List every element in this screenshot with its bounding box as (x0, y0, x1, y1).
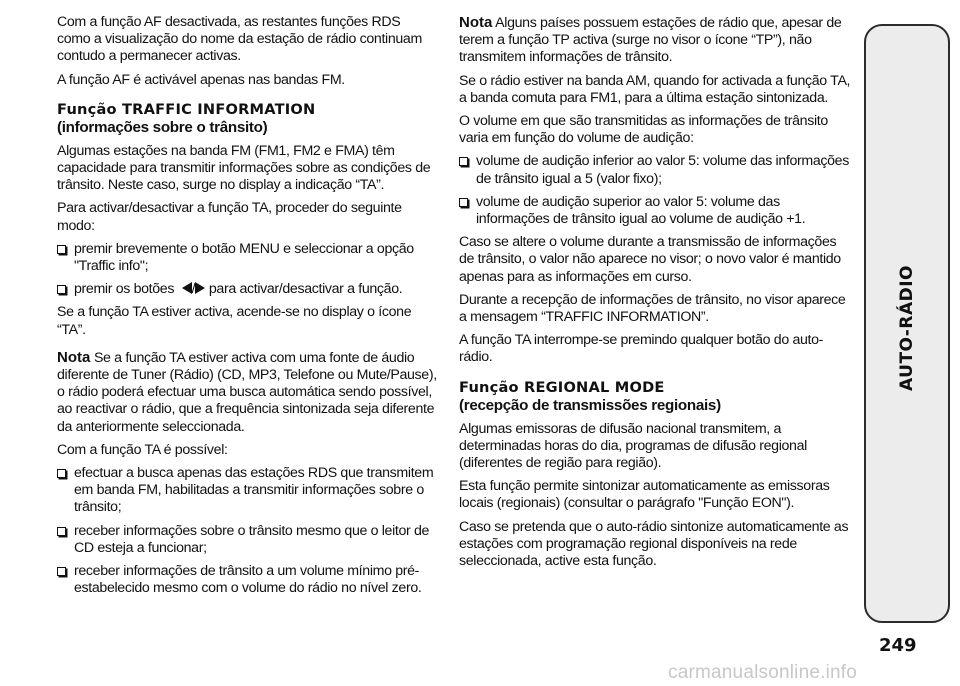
paragraph: A função AF é activável apenas nas bandas FM. (57, 71, 345, 88)
watermark: carmanualsonline.info (668, 662, 858, 683)
triangle-right-icon (195, 282, 205, 294)
heading-subtitle: (recepção de transmissões regionais) (459, 396, 721, 414)
checkbox-square-icon (459, 198, 468, 207)
page-number: 249 (879, 635, 917, 656)
note-text: Alguns países possuem estações de rádio que, apesar de terem a função TP activa (surge no visor o ícone “TP”), não transmitem informações de trânsito. (459, 15, 842, 66)
note (459, 14, 851, 67)
list-item-text: efectuar a busca apenas das estações RDS que transmitem em banda FM, habilitadas a transmitir informações sobre o trânsito; (74, 465, 434, 516)
heading-title: Função TRAFFIC INFORMATION (57, 100, 316, 118)
paragraph: Caso se altere o volume durante a transmissão de informações de trânsito, o valor não aparece no visor; o novo valor é mantido apenas para as informações em curso. (459, 234, 841, 285)
note-text: Se a função TA estiver activa com uma fonte de áudio diferente de Tuner (Rádio) (CD, MP3, Telefone ou Mute/Pause), o rádio poderá efectuar uma busca automática sendo possível, ao reactivar o rádio, que a frequência sintonizada seja diferente da anteriormente seleccionada. (57, 349, 437, 435)
note-label: Nota (57, 348, 91, 366)
paragraph: Algumas emissoras de difusão nacional transmitem, a determinadas horas do dia, programas de difusão regional (diferentes de região para região). (459, 420, 807, 472)
heading-subtitle: (informações sobre o trânsito) (57, 118, 268, 136)
section-heading-traffic-information (57, 101, 437, 137)
list-item-text: receber informações sobre o trânsito mesmo que o leitor de CD esteja a funcionar; (74, 522, 430, 556)
paragraph: A função TA interrompe-se premindo qualquer botão do auto-rádio. (459, 332, 824, 366)
list-item (459, 194, 851, 228)
paragraph: Se o rádio estiver na banda AM, quando for activada a função TA, a banda comuta para FM1, para a última estação sintonizada. (459, 72, 851, 106)
paragraph: Com a função AF desactivada, as restantes funções RDS como a visualização do nome da estação de rádio continuam contudo a permanecer activas. (57, 14, 422, 65)
note-label: Nota (459, 14, 493, 31)
checkbox-square-icon (57, 469, 66, 478)
side-tab-label: AUTO-RÁDIO (897, 265, 917, 391)
paragraph: Com a função TA é possível: (57, 441, 228, 458)
paragraph: O volume em que são transmitidas as informações de trânsito varia em função do volume de audição: (459, 113, 828, 147)
heading-title: Função REGIONAL MODE (459, 378, 665, 396)
note (57, 349, 437, 436)
paragraph: Para activar/desactivar a função TA, proceder do seguinte modo: (57, 200, 402, 234)
triangle-left-icon (182, 282, 192, 294)
list-item-text: premir brevemente o botão MENU e seleccionar a opção "Traffic info"; (74, 240, 414, 275)
checkbox-square-icon (57, 567, 66, 576)
checkbox-square-icon (459, 157, 468, 166)
left-column (57, 14, 437, 603)
right-column (459, 14, 851, 576)
checkbox-square-icon (57, 285, 66, 294)
list-item (57, 465, 437, 517)
list-item-text: receber informações de trânsito a um volume mínimo pré-estabelecido mesmo com o volume do rádio no nível zero. (74, 563, 422, 597)
list-item (57, 563, 437, 597)
section-heading-regional-mode (459, 379, 851, 415)
paragraph: Caso se pretenda que o auto-rádio sintonize automaticamente as estações com programação regional disponíveis na rede seleccionada, active esta função. (459, 518, 849, 570)
list-item (57, 523, 437, 557)
list-item-text-pre: premir os botões (74, 281, 175, 298)
paragraph: Esta função permite sintonizar automaticamente as emissoras locais (regionais) (consultar o parágrafo "Função EON"). (459, 478, 830, 512)
list-item-text-post: para activar/desactivar a função. (208, 281, 403, 298)
button-separator: / (191, 281, 196, 298)
checkbox-square-icon (57, 245, 66, 254)
list-item (459, 153, 851, 187)
paragraph: Durante a recepção de informações de trânsito, no visor aparece a mensagem “TRAFFIC INFORMATION”. (459, 291, 846, 326)
list-item (57, 241, 437, 275)
list-item-text: volume de audição superior ao valor 5: volume das informações de trânsito igual ao volume de audição +1. (476, 193, 806, 228)
paragraph: Se a função TA estiver activa, acende-se no display o ícone “TA”. (57, 304, 412, 338)
list-item-text: volume de audição inferior ao valor 5: volume das informações de trânsito igual a 5 (valor fixo); (476, 153, 849, 187)
paragraph: Algumas estações na banda FM (FM1, FM2 e FMA) têm capacidade para transmitir informações sobre as condições de trânsito. Neste caso, surge no display a indicação “TA”. (57, 142, 431, 194)
list-item (57, 281, 437, 298)
checkbox-square-icon (57, 527, 66, 536)
